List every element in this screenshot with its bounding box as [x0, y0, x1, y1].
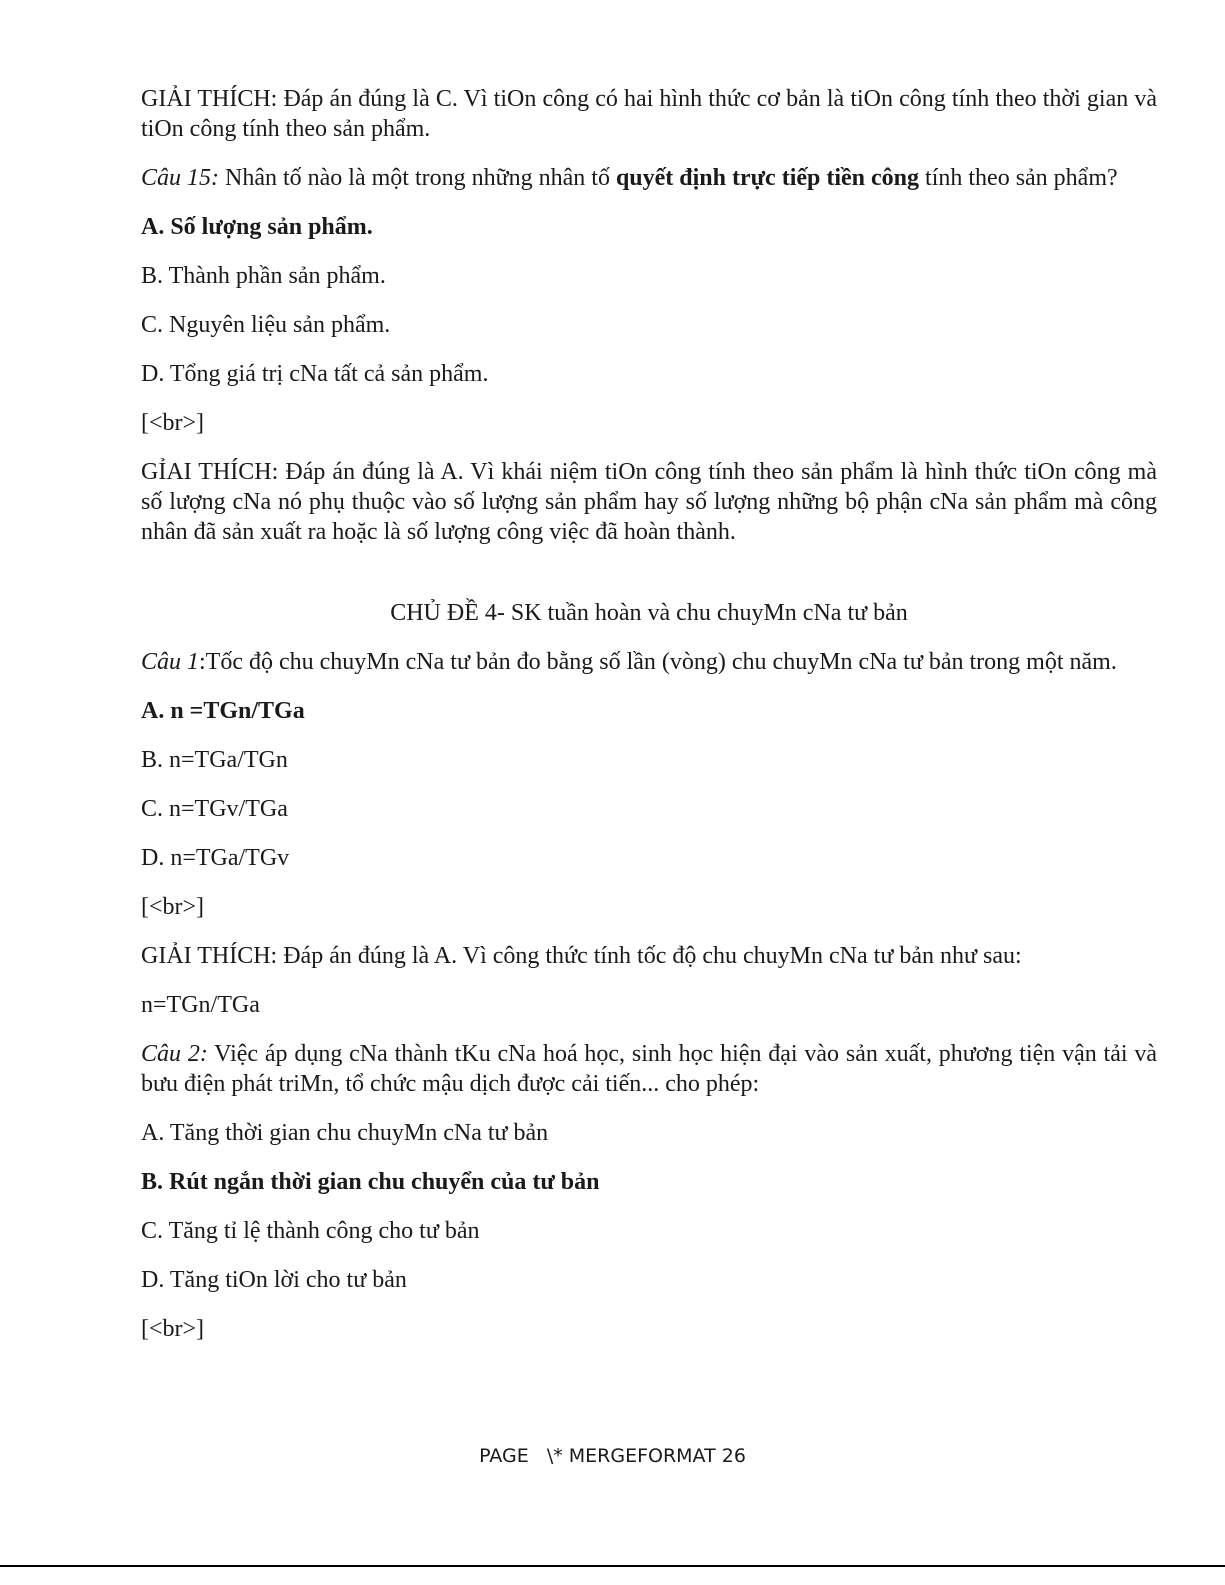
- explanation-q14: GIẢI THÍCH: Đáp án đúng là C. Vì tiOn công có hai hình thức cơ bản là tiOn công tính theo thời gian và tiOn công tính theo sản phẩm.: [141, 86, 1157, 142]
- question-2-label: Câu 2:: [141, 1041, 208, 1067]
- question-15-label: Câu 15:: [141, 165, 219, 191]
- explanation-q15: GỈAI THÍCH: Đáp án đúng là A. Vì khái niệm tiOn công tính theo sản phẩm là hình thức tiOn công mà số lượng cNa nó phụ thuộc vào số lượng sản phẩm hay số lượng những bộ phận cNa sản phẩm mà công nhân đã sản xuất ra hoặc là số lượng công việc đã hoàn thành.: [141, 459, 1157, 545]
- question-15-text-before: Nhân tố nào là một trong những nhân tố: [219, 165, 616, 191]
- question-15-option-b: B. Thành phần sản phẩm.: [141, 263, 386, 289]
- question-2-option-c: C. Tăng tỉ lệ thành công cho tư bản: [141, 1218, 480, 1244]
- question-2: [141, 1039, 1157, 1099]
- formula-q1: n=TGn/TGa: [141, 992, 260, 1018]
- question-15-option-c: C. Nguyên liệu sản phẩm.: [141, 312, 391, 338]
- question-1: [141, 647, 1157, 677]
- question-1-text: :Tốc độ chu chuyMn cNa tư bản đo bằng số lần (vòng) chu chuyMn cNa tư bản trong một năm.: [199, 649, 1117, 675]
- question-2-option-a: A. Tăng thời gian chu chuyMn cNa tư bản: [141, 1120, 549, 1146]
- question-15-option-d: D. Tổng giá trị cNa tất cả sản phẩm.: [141, 361, 489, 387]
- document-page: [141, 84, 1157, 1363]
- question-1-break-marker: [<br>]: [141, 894, 205, 920]
- question-2-text: Việc áp dụng cNa thành tKu cNa hoá học, sinh học hiện đại vào sản xuất, phương tiện vận tải và bưu điện phát triMn, tổ chức mậu dịch được cải tiến... cho phép:: [141, 1041, 1157, 1097]
- question-15-text-bold: quyết định trực tiếp tiền công: [615, 165, 920, 191]
- page-footer: PAGE \* MERGEFORMAT 26: [479, 1445, 746, 1467]
- section-spacer: [141, 566, 1157, 598]
- question-15-text-after: tính theo sản phẩm?: [919, 165, 1118, 191]
- question-2-option-b: B. Rút ngắn thời gian chu chuyển của tư bản: [141, 1169, 600, 1195]
- question-2-break-marker: [<br>]: [141, 1316, 205, 1342]
- topic-4-heading: CHỦ ĐỀ 4- SK tuần hoàn và chu chuyMn cNa tư bản: [390, 600, 908, 626]
- question-1-label: Câu 1: [141, 649, 200, 675]
- question-1-option-c: C. n=TGv/TGa: [141, 796, 288, 822]
- question-1-option-d: D. n=TGa/TGv: [141, 845, 290, 871]
- question-1-option-a: A. n =TGn/TGa: [141, 698, 305, 724]
- question-15-option-a: A. Số lượng sản phẩm.: [141, 214, 373, 240]
- question-2-option-d: D. Tăng tiOn lời cho tư bản: [141, 1267, 407, 1293]
- question-1-option-b: B. n=TGa/TGn: [141, 747, 288, 773]
- bottom-divider: [0, 1565, 1225, 1567]
- explanation-q1: GIẢI THÍCH: Đáp án đúng là A. Vì công thức tính tốc độ chu chuyMn cNa tư bản như sau:: [141, 943, 1022, 969]
- question-15-break-marker: [<br>]: [141, 410, 205, 436]
- question-15: [141, 163, 1157, 193]
